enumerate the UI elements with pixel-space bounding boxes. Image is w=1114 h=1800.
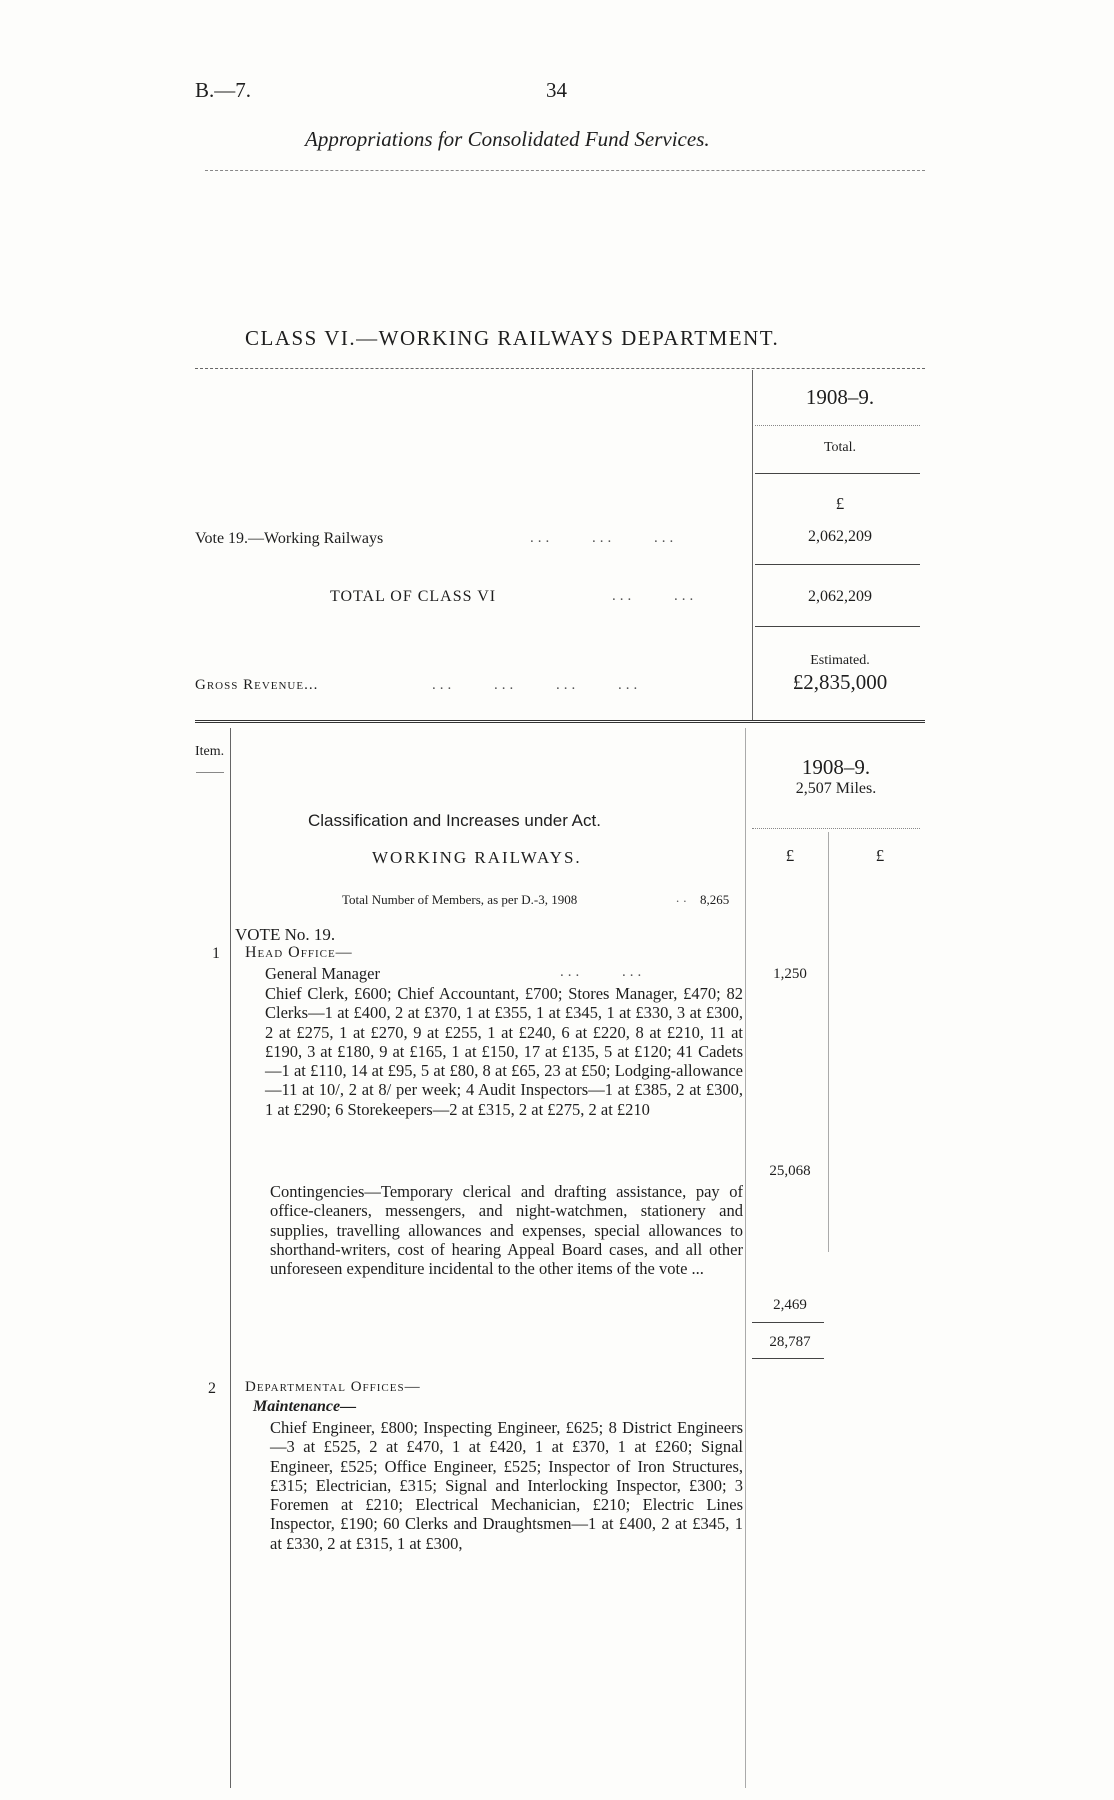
classification-header: Classification and Increases under Act. (308, 811, 601, 830)
item-2-staff-text: Chief Engineer, £800; Inspecting Engineer, £625; 8 District Engineers—3 at £525, 2 at £470, 1 at £420, 1 at £370, 1 at £260; Signal Engineer, £525; Office Engineer, £525; Inspector of Iron Structures, £315; Electrician, £315; Signal and Interlocking Inspector, £300; 3 Foremen at £210; Electrical Mechanician, £210; Electric Lines Inspector, £190; 60 Clerks and Draughtsmen—1 at £400, 2 at £345, 1 at £330, 2 at £315, 1 at £300, (270, 1418, 743, 1553)
item-column-divider (230, 728, 231, 1788)
vote-amount: 2,062,209 (808, 528, 872, 545)
subtotal-column-divider (828, 832, 829, 1252)
total-class-rule (755, 626, 920, 627)
item-1-staff-text: Chief Clerk, £600; Chief Accountant, £700; Stores Manager, £470; 82 Clerks—1 at £400, 2 at £370, 1 at £355, 1 at £345, 1 at £330, 3 at £300, 2 at £275, 1 at £270, 9 at £255, 1 at £240, 6 at £220, 8 at £210, 11 at £190, 3 at £180, 9 at £165, 1 at £150, 17 at £135, 5 at £120; 41 Cadets—1 at £110, 14 at £95, 5 at £80, 8 at £65, 23 at £50; Lodging-allowance—11 at 10/, 2 at 8/ per week; 4 Audit Inspectors—1 at £385, 2 at £300, 1 at £290; 6 Storekeepers—2 at £315, 2 at £275, 2 at £210 (265, 984, 743, 1119)
detail-miles-rule (752, 828, 920, 829)
class-heading-rule (195, 368, 925, 369)
item-1-staff-amount: 25,068 (769, 1163, 811, 1179)
summary-total-rule (755, 473, 920, 474)
members-leader-dots: .. (676, 890, 691, 905)
gross-revenue-label: Gross Revenue... (195, 677, 319, 693)
total-class-amount: 2,062,209 (808, 588, 872, 605)
item-2-subheading: Maintenance— (253, 1398, 357, 1415)
general-manager-amount: 1,250 (773, 966, 807, 982)
gross-revenue-leader-dots: ... ... ... ... (432, 677, 642, 693)
general-manager-label: General Manager (265, 964, 380, 983)
item-header: Item. (195, 744, 225, 759)
members-note: Total Number of Members, as per D.-3, 1908 (342, 892, 578, 907)
amount-column-divider (745, 728, 746, 1788)
summary-year: 1908–9. (805, 385, 875, 409)
total-class-label: TOTAL OF CLASS VI (330, 588, 497, 605)
item-1-heading: Head Office— (245, 944, 353, 961)
vote-amount-rule (755, 564, 920, 565)
gross-revenue-amount: £2,835,000 (792, 670, 888, 694)
summary-total-label: Total. (823, 440, 857, 455)
item-2-heading: Departmental Offices— (245, 1379, 421, 1395)
page-title: Appropriations for Consolidated Fund Services. (305, 127, 710, 151)
item-1-contingencies-text: Contingencies—Temporary clerical and drafting assistance, pay of office-cleaners, messengers, and night-watchmen, stationery and supplies, travelling allowances and expenses, special allowances to shorthand-writers, cost of hearing Appeal Board cases, and all other unforeseen expenditure incidental to the other items of the vote ... (270, 1182, 743, 1279)
currency-left: £ (785, 846, 795, 865)
summary-column-divider (752, 370, 753, 720)
detail-year: 1908–9. (801, 755, 871, 779)
summary-bottom-rule (195, 720, 925, 723)
section-title: WORKING RAILWAYS. (372, 848, 582, 867)
vote-number: VOTE No. 19. (235, 925, 336, 944)
summary-year-rule (755, 425, 920, 426)
estimated-label: Estimated. (810, 653, 870, 668)
currency-right: £ (875, 846, 885, 865)
detail-miles: 2,507 Miles. (795, 780, 877, 797)
total-class-leader-dots: ... ... (612, 588, 698, 604)
members-count: 8,265 (700, 892, 730, 907)
class-heading: CLASS VI.—WORKING RAILWAYS DEPARTMENT. (245, 326, 780, 350)
item-1-subtotal-bottom-rule (752, 1358, 824, 1359)
page-number: 34 (546, 78, 567, 102)
header-rule (205, 170, 925, 171)
vote-leader-dots: ... ... ... (530, 530, 678, 546)
general-manager-leader-dots: ... ... (560, 964, 646, 980)
page-ref: B.—7. (195, 78, 252, 102)
item-1-contingencies-amount: 2,469 (773, 1297, 807, 1313)
summary-currency: £ (835, 494, 845, 513)
item-header-rule (196, 772, 224, 773)
vote-label: Vote 19.—Working Railways (195, 530, 384, 547)
item-1-number: 1 (212, 945, 220, 962)
item-1-subtotal-rule (752, 1322, 824, 1323)
item-1-subtotal: 28,787 (769, 1334, 811, 1350)
item-2-number: 2 (208, 1380, 216, 1397)
